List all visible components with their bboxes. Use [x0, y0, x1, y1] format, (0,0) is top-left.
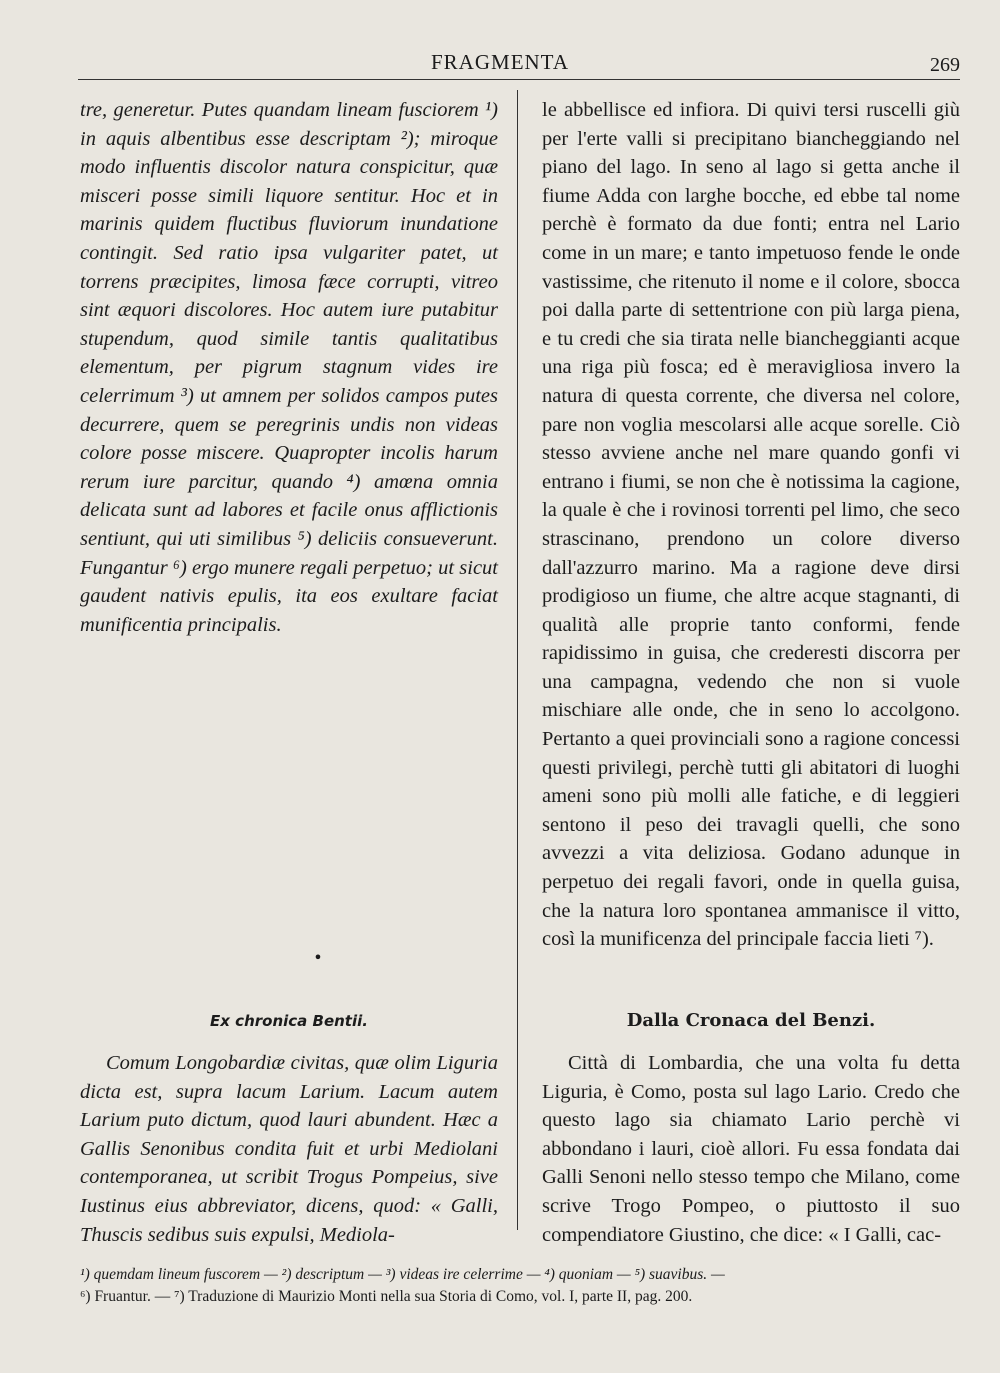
italian-chronicle-block	[542, 1049, 960, 1249]
footnote-line-2: ⁶) Fruantur. — ⁷) Traduzione di Maurizio Monti nella sua Storia di Como, vol. I, parte II, pag. 200.	[80, 1288, 693, 1305]
running-title: FRAGMENTA	[431, 50, 569, 74]
right-column-italian	[542, 96, 960, 954]
column-divider	[517, 90, 518, 1230]
italian-paragraph-2: Città di Lombardia, che una volta fu detta Liguria, è Como, posta sul lago Lario. Credo che questo lago sia chiamato Lario perchè vi abbondano i lauri, cioè allori. Fu essa fondata dai Galli Senoni nello stesso tempo che Milano, come scrive Trogo Pompeo, o piuttosto il suo compendiatore Giustino, che dice: « I Galli, cac-	[542, 1052, 960, 1246]
page-number: 269	[930, 54, 960, 76]
header-rule	[78, 79, 960, 80]
latin-section-title: Ex chronica Bentii.	[210, 1012, 368, 1030]
italian-paragraph-1: le abbellisce ed infiora. Di quivi tersi ruscelli giù per l'erte valli si precipitano biancheggiando nel piano del lago. In seno al lago si getta anche il fiume Adda con larghe bocche, ed ebbe tal nome perchè è formato da due fonti; entra nel Lario come in un mare; e tanto impetuoso fende le onde vastissime, che ritenuto il nome e il colore, sbocca poi dalla parte di settentrione con più larga piena, e tu credi che sia tirata nelle biancheggianti acque una riga più fosca; ed è meravigliosa invero la natura di questa corrente, che diversa nel colore, pare non voglia mescolarsi alle acque sorelle. Ciò stesso avviene anche nel mare quando gonfi vi entrano i fiumi, se non che è notissima la cagione, la quale è che i rovinosi torrenti pel limo, che seco strascinano, prendono un colore diverso dall'azzurro marino. Ma a ragione deve dirsi prodigioso un fiume, che altre acque stagnanti, di qualità alle proprie tanto conformi, fende rapidissimo in guisa, che crederesti discorra per una campagna, vedendo che non si vuole mischiare alle onde, che in seno lo accolgono. Pertanto a quei provinciali sono a ragione concessi questi privilegi, perchè tutti gli abitatori di luoghi ameni sono più molli alle fatiche, e di leggieri sentono il peso dei travagli quelli, che sono avvezzi a vita deliziosa. Godano adunque in perpetuo dei regali favori, onde in quella guisa, che la natura loro spontanea ammanisce il vitto, così la munificenza del principale faccia lieti ⁷).	[542, 99, 960, 951]
bullet-ornament: •	[313, 948, 323, 967]
running-header	[0, 50, 1000, 80]
latin-chronicle-block	[80, 1049, 498, 1249]
left-column-latin	[80, 96, 498, 639]
footnotes	[80, 1264, 960, 1308]
italian-section-title: Dalla Cronaca del Benzi.	[626, 1010, 876, 1031]
latin-paragraph-1: tre, generetur. Putes quandam lineam fusciorem ¹) in aquis albentibus esse descriptam ²); miroque modo influentis discolor natura conspicitur, quæ misceri posse simili liquore sentitur. Hoc et in marinis quidem fluctibus fluviorum inundatione contingit. Sed ratio ipsa vulgariter patet, ut torrens præcipites, limosa fæce corrupti, vitreo sint æquori discolores. Hoc autem iure putabitur stupendum, quod simile tantis qualitatibus elementum, per pigrum stagnum vides ire celerrimum ³) ut amnem per solidos campos putes decurrere, quem se peregrinis undis non videas colore posse miscere. Quapropter incolis harum rerum iure parcitur, quando ⁴) amœna omnia delicata sunt ad labores et facile onus afflictionis sentiunt, qui uti similibus ⁵) deliciis consueverunt. Fungantur ⁶) ergo munere regali perpetuo; ut sicut gaudent nativis epulis, ita eos exultare faciat munificentia principalis.	[80, 99, 498, 636]
footnote-line-1: ¹) quemdam lineum fuscorem — ²) descriptum — ³) videas ire celerrime — ⁴) quoniam — ⁵) suavibus. —	[80, 1266, 725, 1283]
latin-paragraph-2: Comum Longobardiæ civitas, quæ olim Liguria dicta est, supra lacum Larium. Lacum autem Larium puto dictum, quod lauri abundent. Hæc a Gallis Senonibus condita fuit et urbi Mediolani contemporanea, ut scribit Trogus Pompeius, sive Iustinus eius abbreviator, dicens, quod: « Galli, Thuscis sedibus suis expulsi, Mediola-	[80, 1052, 498, 1246]
